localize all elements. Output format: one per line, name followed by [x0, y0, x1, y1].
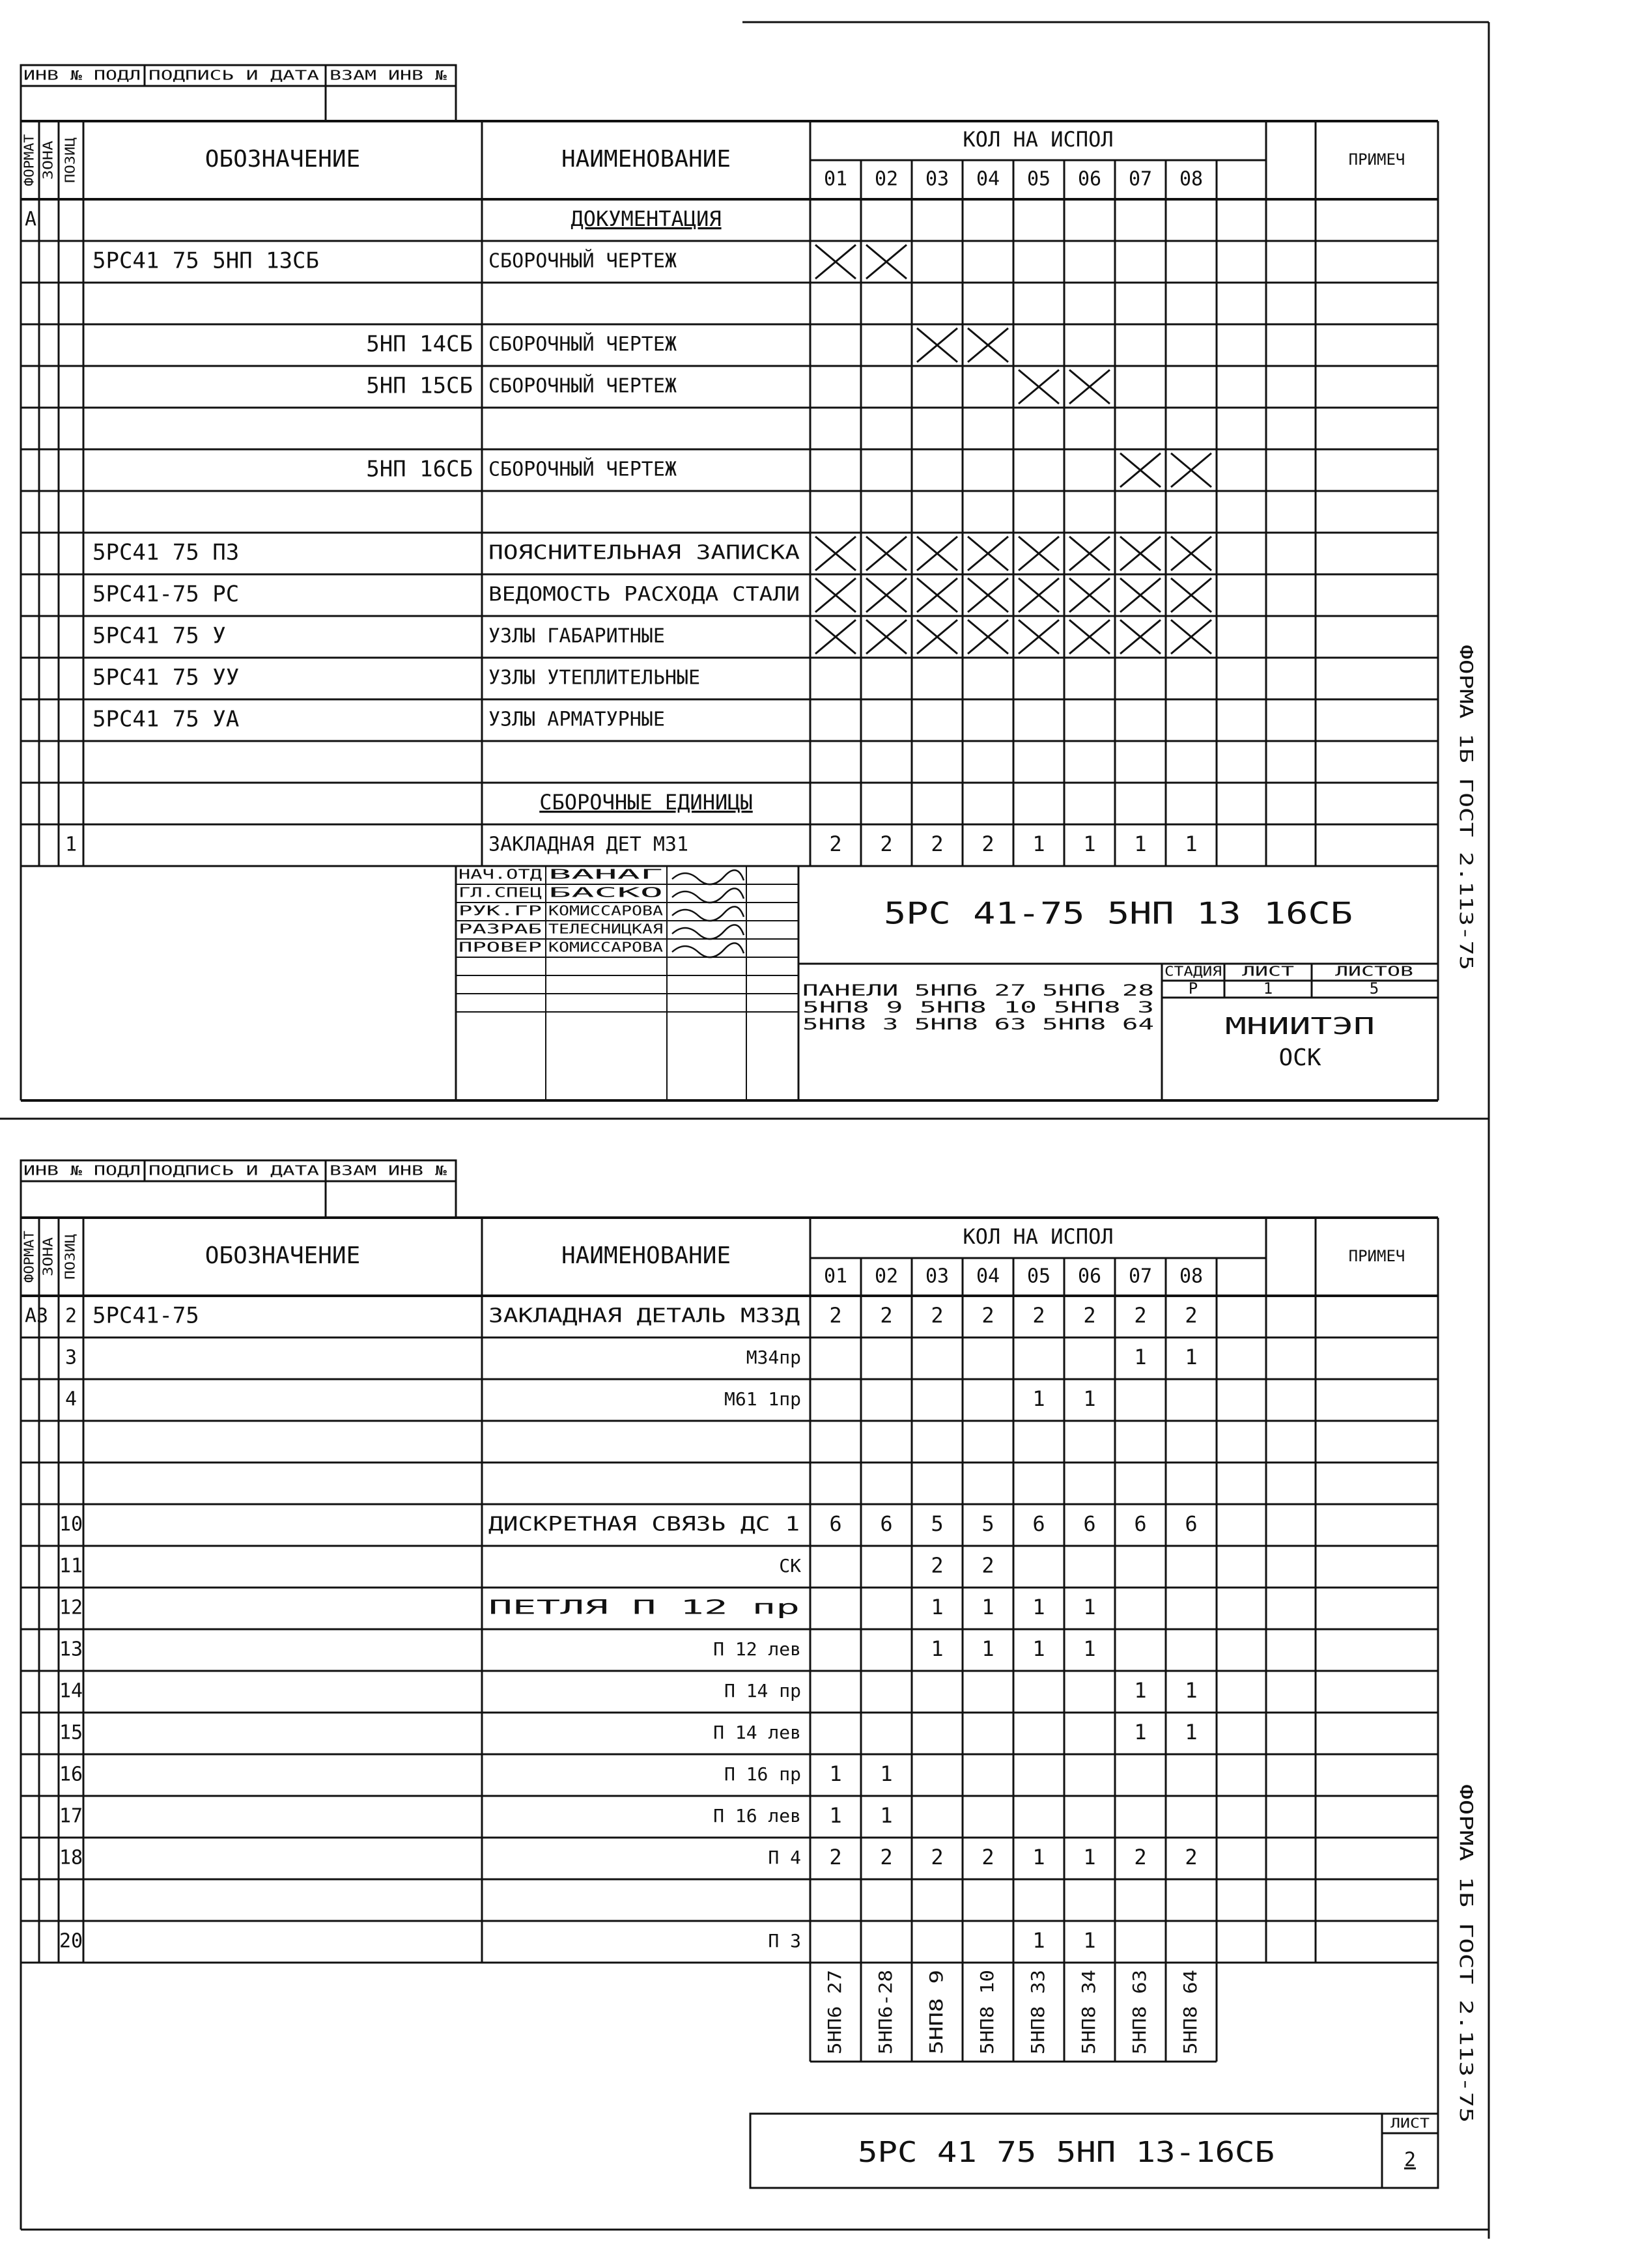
col-zone: ЗОНА — [40, 1244, 56, 1276]
s2-name-15: П 3 — [768, 1930, 801, 1952]
tb-name-4: КОМИССАРОВА — [548, 939, 663, 955]
s2-name-0: ЗАКЛАДНАЯ ДЕТАЛЬ М33Д — [488, 1304, 800, 1328]
tb-name-1: БАСКО — [548, 884, 663, 901]
cross-mark — [968, 328, 1008, 362]
side-label-1: ФОРМА 1Б ГОСТ 2.113-75 — [1456, 1784, 1477, 2026]
s2-name-9: П 14 пр — [724, 1680, 801, 1701]
s2-qty-0-0: 2 — [829, 1303, 842, 1328]
table-row — [65, 832, 1198, 856]
s2-name-7: ПЕТЛЯ П 12 пр — [488, 1596, 800, 1619]
s1-name-4: СБОРОЧНЫЙ ЧЕРТЕЖ — [488, 374, 677, 398]
stamp-sign-label: ПОДПИСЬ И ДАТА — [148, 1162, 319, 1179]
tb-sheet-label: ЛИСТ — [1242, 963, 1294, 979]
s2-qty-5-4: 6 — [1032, 1511, 1045, 1536]
cross-mark — [1019, 537, 1059, 570]
table-row — [92, 537, 1211, 570]
variant-08: 08 — [1179, 1265, 1204, 1288]
s1-designation-8: 5РС41 75 ПЗ — [92, 539, 240, 566]
s2-pos-9: 14 — [59, 1679, 83, 1703]
s2-name-10: П 14 лев — [713, 1722, 801, 1743]
tb-org-0: МНИИТЭП — [1225, 1013, 1375, 1040]
cross-mark — [968, 620, 1008, 654]
cross-mark — [1120, 578, 1161, 612]
s2-pos-6: 11 — [59, 1554, 83, 1578]
s2-qty-1-7: 1 — [1185, 1345, 1198, 1369]
s2-qty-8-3: 1 — [981, 1636, 994, 1661]
s2-qty-0-2: 2 — [931, 1303, 944, 1328]
tb-role-4: ПРОВЕР — [458, 939, 542, 955]
s2-qty-13-7: 2 — [1185, 1845, 1198, 1869]
stamp-sign-label: ПОДПИСЬ И ДАТА — [148, 67, 319, 83]
cross-mark — [968, 578, 1008, 612]
tb-stage-label: СТАДИЯ — [1164, 963, 1222, 979]
s2-qty-2-4: 1 — [1032, 1386, 1045, 1411]
col-name: НАИМЕНОВАНИЕ — [561, 146, 731, 173]
col-qty-title: КОЛ НА ИСПОЛ — [963, 1224, 1114, 1249]
table-grid — [21, 1218, 1438, 1963]
cross-mark — [917, 620, 957, 654]
variant-02: 02 — [874, 167, 899, 191]
table-row — [59, 1636, 1096, 1661]
s2-qty-5-6: 6 — [1134, 1511, 1147, 1536]
title-block — [21, 866, 1438, 1100]
s2-qty-0-6: 2 — [1134, 1303, 1147, 1328]
s2-pos-12: 17 — [59, 1804, 83, 1828]
bottom-title — [750, 2114, 1438, 2188]
s2-pos-0: 2 — [64, 1304, 78, 1328]
s2-qty-13-3: 2 — [981, 1845, 994, 1869]
bt-sheet: 2 — [1403, 2148, 1417, 2172]
s2-qty-6-2: 2 — [931, 1553, 944, 1578]
s1-qty-15-0: 2 — [829, 832, 842, 856]
s1-designation-9: 5РС41-75 РС — [92, 581, 240, 608]
s1-name-15: ЗАКЛАДНАЯ ДЕТ М31 — [488, 833, 689, 856]
panel-label-6: 5НП8 63 — [1129, 1977, 1150, 2054]
stamp-vzam-label: ВЗАМ ИНВ № — [330, 67, 448, 83]
s2-name-2: М61 1пр — [724, 1388, 801, 1410]
variant-05: 05 — [1026, 167, 1051, 191]
tb-role-1: ГЛ.СПЕЦ — [458, 884, 542, 901]
table-grid — [21, 121, 1438, 866]
cross-mark — [1069, 537, 1110, 570]
s2-name-13: П 4 — [768, 1847, 801, 1868]
s2-qty-5-3: 5 — [981, 1511, 994, 1536]
s2-qty-11-1: 1 — [880, 1761, 893, 1786]
table-row — [59, 1511, 1198, 1536]
s2-qty-10-6: 1 — [1134, 1720, 1147, 1744]
s2-qty-7-4: 1 — [1032, 1595, 1045, 1619]
cross-mark — [1120, 620, 1161, 654]
s2-qty-5-5: 6 — [1083, 1511, 1096, 1536]
cross-mark — [1069, 578, 1110, 612]
s1-section-14: СБОРОЧНЫЕ ЕДИНИЦЫ — [539, 790, 753, 815]
s2-qty-5-1: 6 — [880, 1511, 893, 1536]
table-row — [366, 370, 1110, 404]
stamp-vzam-label: ВЗАМ ИНВ № — [330, 1162, 448, 1179]
s2-pos-10: 15 — [59, 1721, 83, 1744]
s2-pos-1: 3 — [64, 1346, 78, 1369]
variant-05: 05 — [1026, 1265, 1051, 1288]
s1-designation-3: 5НП 14СБ — [366, 331, 473, 357]
s2-pos-13: 18 — [59, 1846, 83, 1869]
s1-qty-15-2: 2 — [931, 832, 944, 856]
col-designation: ОБОЗНАЧЕНИЕ — [204, 146, 361, 173]
s1-designation-6: 5НП 16СБ — [366, 456, 473, 483]
s2-qty-5-0: 6 — [829, 1511, 842, 1536]
table-row — [59, 1803, 893, 1828]
sheet-2 — [21, 1160, 1438, 2230]
s1-qty-15-4: 1 — [1032, 832, 1045, 856]
s1-name-3: СБОРОЧНЫЙ ЧЕРТЕЖ — [488, 333, 677, 356]
cross-mark — [1069, 620, 1110, 654]
variant-03: 03 — [925, 167, 950, 191]
variant-01: 01 — [823, 167, 848, 191]
s2-qty-0-5: 2 — [1083, 1303, 1096, 1328]
cross-mark — [1171, 578, 1211, 612]
tb-desc-1: 5НП8 9 5НП8 10 5НП8 3 — [802, 998, 1154, 1016]
col-designation: ОБОЗНАЧЕНИЕ — [204, 1242, 361, 1269]
table-row — [65, 1345, 1198, 1369]
col-zone: ЗОНА — [40, 148, 56, 180]
s1-format-0: А — [25, 208, 37, 231]
tb-role-2: РУК.ГР — [458, 903, 542, 919]
s1-qty-15-1: 2 — [880, 832, 893, 856]
s2-qty-7-2: 1 — [931, 1595, 944, 1619]
approval-stamp — [21, 65, 456, 121]
s2-name-6: СК — [779, 1555, 801, 1576]
s2-qty-13-1: 2 — [880, 1845, 893, 1869]
side-labels — [1456, 645, 1477, 2123]
col-note: ПРИМЕЧ — [1348, 1247, 1405, 1265]
s1-designation-1: 5РС41 75 5НП 13СБ — [92, 247, 319, 274]
s2-pos-7: 12 — [59, 1596, 83, 1619]
s1-designation-11: 5РС41 75 УУ — [92, 664, 240, 691]
s2-qty-13-0: 2 — [829, 1845, 842, 1869]
s1-designation-10: 5РС41 75 У — [92, 623, 226, 649]
cross-mark — [866, 620, 907, 654]
cross-mark — [815, 620, 856, 654]
s1-designation-12: 5РС41 75 УА — [92, 706, 240, 733]
cross-mark — [1019, 620, 1059, 654]
signature — [672, 888, 744, 903]
s2-qty-15-5: 1 — [1083, 1928, 1096, 1953]
panel-label-3: 5НП8 10 — [976, 1977, 998, 2054]
table-row — [539, 790, 753, 815]
panel-label-2: 5НП8 9 — [925, 1988, 947, 2054]
s2-name-1: М34пр — [746, 1347, 801, 1368]
cross-mark — [917, 578, 957, 612]
col-format: ФОРМАТ — [21, 139, 37, 186]
s2-qty-7-3: 1 — [981, 1595, 994, 1619]
cross-mark — [917, 537, 957, 570]
cross-mark — [866, 245, 907, 279]
cross-mark — [1120, 453, 1161, 487]
table-row — [59, 1553, 994, 1578]
s2-pos-8: 13 — [59, 1638, 83, 1661]
sheet-1 — [21, 65, 1438, 1100]
s2-pos-15: 20 — [59, 1929, 83, 1953]
cross-mark — [866, 578, 907, 612]
s1-section-0: ДОКУМЕНТАЦИЯ — [571, 206, 722, 231]
table-header — [21, 127, 1405, 191]
tb-role-0: НАЧ.ОТД — [458, 866, 542, 882]
variant-08: 08 — [1179, 167, 1204, 191]
table-row — [59, 1720, 1198, 1744]
bt-sheet-label: ЛИСТ — [1390, 2115, 1430, 2131]
panel-label-7: 5НП8 64 — [1179, 1977, 1201, 2054]
tb-desc-0: ПАНЕЛИ 5НП6 27 5НП6 28 — [802, 981, 1154, 1000]
signature — [672, 906, 744, 921]
cross-mark — [815, 578, 856, 612]
s1-qty-15-5: 1 — [1083, 832, 1096, 856]
variant-04: 04 — [976, 167, 1000, 191]
variant-07: 07 — [1128, 1265, 1153, 1288]
variant-02: 02 — [874, 1265, 899, 1288]
s2-qty-8-4: 1 — [1032, 1636, 1045, 1661]
variant-06: 06 — [1077, 1265, 1102, 1288]
col-format: ФОРМАТ — [21, 1235, 37, 1283]
variant-03: 03 — [925, 1265, 950, 1288]
s2-qty-10-7: 1 — [1185, 1720, 1198, 1744]
table-row — [92, 245, 907, 279]
s2-qty-12-0: 1 — [829, 1803, 842, 1828]
table-row — [59, 1761, 893, 1786]
s1-designation-4: 5НП 15СБ — [366, 372, 473, 399]
s1-name-10: УЗЛЫ ГАБАРИТНЫЕ — [488, 624, 665, 648]
table-header — [21, 1224, 1405, 1288]
bt-designation: 5РС 41 75 5НП 13-16СБ — [858, 2136, 1275, 2169]
s2-qty-6-3: 2 — [981, 1553, 994, 1578]
cross-mark — [1019, 370, 1059, 404]
s2-qty-11-0: 1 — [829, 1761, 842, 1786]
s1-name-12: УЗЛЫ АРМАТУРНЫЕ — [488, 708, 665, 731]
col-note: ПРИМЕЧ — [1348, 150, 1405, 169]
stamp-inv-label: ИНВ № ПОДЛ — [23, 1162, 141, 1179]
tb-name-2: КОМИССАРОВА — [548, 903, 663, 919]
tb-sheet: 1 — [1263, 979, 1273, 998]
s2-qty-12-1: 1 — [880, 1803, 893, 1828]
tb-role-3: РАЗРАБ — [458, 921, 542, 937]
s2-name-12: П 16 лев — [713, 1805, 801, 1827]
table-row — [92, 665, 700, 691]
cross-mark — [1019, 578, 1059, 612]
panel-label-0: 5НП6 27 — [824, 1977, 845, 2054]
s2-format-0: А3 — [25, 1304, 49, 1328]
s2-qty-13-5: 1 — [1083, 1845, 1096, 1869]
cross-mark — [917, 328, 957, 362]
tb-stage: Р — [1188, 979, 1198, 998]
table-row — [59, 1595, 1096, 1619]
s2-qty-13-6: 2 — [1134, 1845, 1147, 1869]
s1-qty-15-7: 1 — [1185, 832, 1198, 856]
s1-pos-15: 1 — [64, 833, 78, 856]
cross-mark — [1171, 620, 1211, 654]
s2-qty-8-5: 1 — [1083, 1636, 1096, 1661]
stamp-inv-label: ИНВ № ПОДЛ — [23, 67, 141, 83]
cross-mark — [815, 537, 856, 570]
s2-qty-9-7: 1 — [1185, 1678, 1198, 1703]
signature — [672, 870, 744, 884]
tb-sheets: 5 — [1369, 979, 1379, 998]
cross-mark — [815, 245, 856, 279]
s2-qty-5-2: 5 — [931, 1511, 944, 1536]
variant-07: 07 — [1128, 167, 1153, 191]
cross-mark — [1069, 370, 1110, 404]
tb-designation: 5РС 41-75 5НП 13 16СБ — [884, 895, 1353, 931]
s2-qty-0-4: 2 — [1032, 1303, 1045, 1328]
s1-name-1: СБОРОЧНЫЙ ЧЕРТЕЖ — [488, 249, 677, 273]
panel-label-1: 5НП6-28 — [875, 1977, 896, 2054]
cross-mark — [1171, 537, 1211, 570]
table-row — [25, 206, 722, 231]
cross-mark — [866, 537, 907, 570]
s2-pos-2: 4 — [64, 1388, 78, 1411]
s2-qty-2-5: 1 — [1083, 1386, 1096, 1411]
approval-stamp — [21, 1160, 456, 1218]
s2-pos-5: 10 — [59, 1513, 83, 1536]
s2-qty-13-2: 2 — [931, 1845, 944, 1869]
s2-qty-9-6: 1 — [1134, 1678, 1147, 1703]
s2-pos-11: 16 — [59, 1763, 83, 1786]
s2-qty-0-3: 2 — [981, 1303, 994, 1328]
s2-qty-0-7: 2 — [1185, 1303, 1198, 1328]
s2-qty-8-2: 1 — [931, 1636, 944, 1661]
s2-name-11: П 16 пр — [724, 1763, 801, 1785]
signature — [672, 925, 744, 939]
cross-mark — [1171, 453, 1211, 487]
table-row — [59, 1845, 1198, 1869]
side-label-0: ФОРМА 1Б ГОСТ 2.113-75 — [1456, 645, 1477, 886]
table-row — [92, 707, 665, 733]
table-row — [366, 453, 1211, 487]
s2-qty-15-4: 1 — [1032, 1928, 1045, 1953]
panel-label-4: 5НП8 33 — [1027, 1977, 1049, 2054]
s2-name-8: П 12 лев — [713, 1638, 801, 1660]
signature — [672, 943, 744, 957]
s2-qty-0-1: 2 — [880, 1303, 893, 1328]
table-row — [92, 578, 1211, 612]
col-qty-title: КОЛ НА ИСПОЛ — [963, 127, 1114, 152]
s1-name-9: ВЕДОМОСТЬ РАСХОДА СТАЛИ — [488, 583, 800, 606]
s1-name-6: СБОРОЧНЫЙ ЧЕРТЕЖ — [488, 458, 677, 481]
s1-name-11: УЗЛЫ УТЕПЛИТЕЛЬНЫЕ — [488, 666, 701, 690]
tb-org-1: ОСК — [1278, 1044, 1321, 1071]
s2-name-5: ДИСКРЕТНАЯ СВЯЗЬ ДС 1 — [488, 1513, 800, 1536]
panel-label-5: 5НП8 34 — [1078, 1977, 1099, 2054]
s2-qty-1-6: 1 — [1134, 1345, 1147, 1369]
tb-name-0: ВАНАГ — [548, 866, 663, 882]
tb-sheets-label: ЛИСТОВ — [1335, 963, 1413, 979]
table-row — [65, 1386, 1096, 1411]
col-pos: ПОЗИЦ — [62, 143, 78, 183]
s2-designation-0: 5РС41-75 — [92, 1302, 199, 1329]
s2-qty-7-5: 1 — [1083, 1595, 1096, 1619]
s1-qty-15-3: 2 — [981, 832, 994, 856]
s2-qty-13-4: 1 — [1032, 1845, 1045, 1869]
s1-qty-15-6: 1 — [1134, 832, 1147, 856]
variant-01: 01 — [823, 1265, 848, 1288]
s1-name-8: ПОЯСНИТЕЛЬНАЯ ЗАПИСКА — [488, 541, 800, 565]
cross-mark — [968, 537, 1008, 570]
variant-06: 06 — [1077, 167, 1102, 191]
table-row — [59, 1678, 1198, 1703]
tb-desc-2: 5НП8 3 5НП8 63 5НП8 64 — [802, 1015, 1154, 1033]
panel-labels — [21, 1963, 1438, 2230]
table-row — [59, 1928, 1096, 1953]
cross-mark — [1120, 537, 1161, 570]
table-row — [25, 1303, 1198, 1329]
variant-04: 04 — [976, 1265, 1000, 1288]
s2-qty-5-7: 6 — [1185, 1511, 1198, 1536]
col-pos: ПОЗИЦ — [62, 1240, 78, 1280]
tb-name-3: ТЕЛЕСНИЦКАЯ — [548, 921, 663, 937]
col-name: НАИМЕНОВАНИЕ — [561, 1242, 731, 1269]
table-row — [92, 620, 1211, 654]
